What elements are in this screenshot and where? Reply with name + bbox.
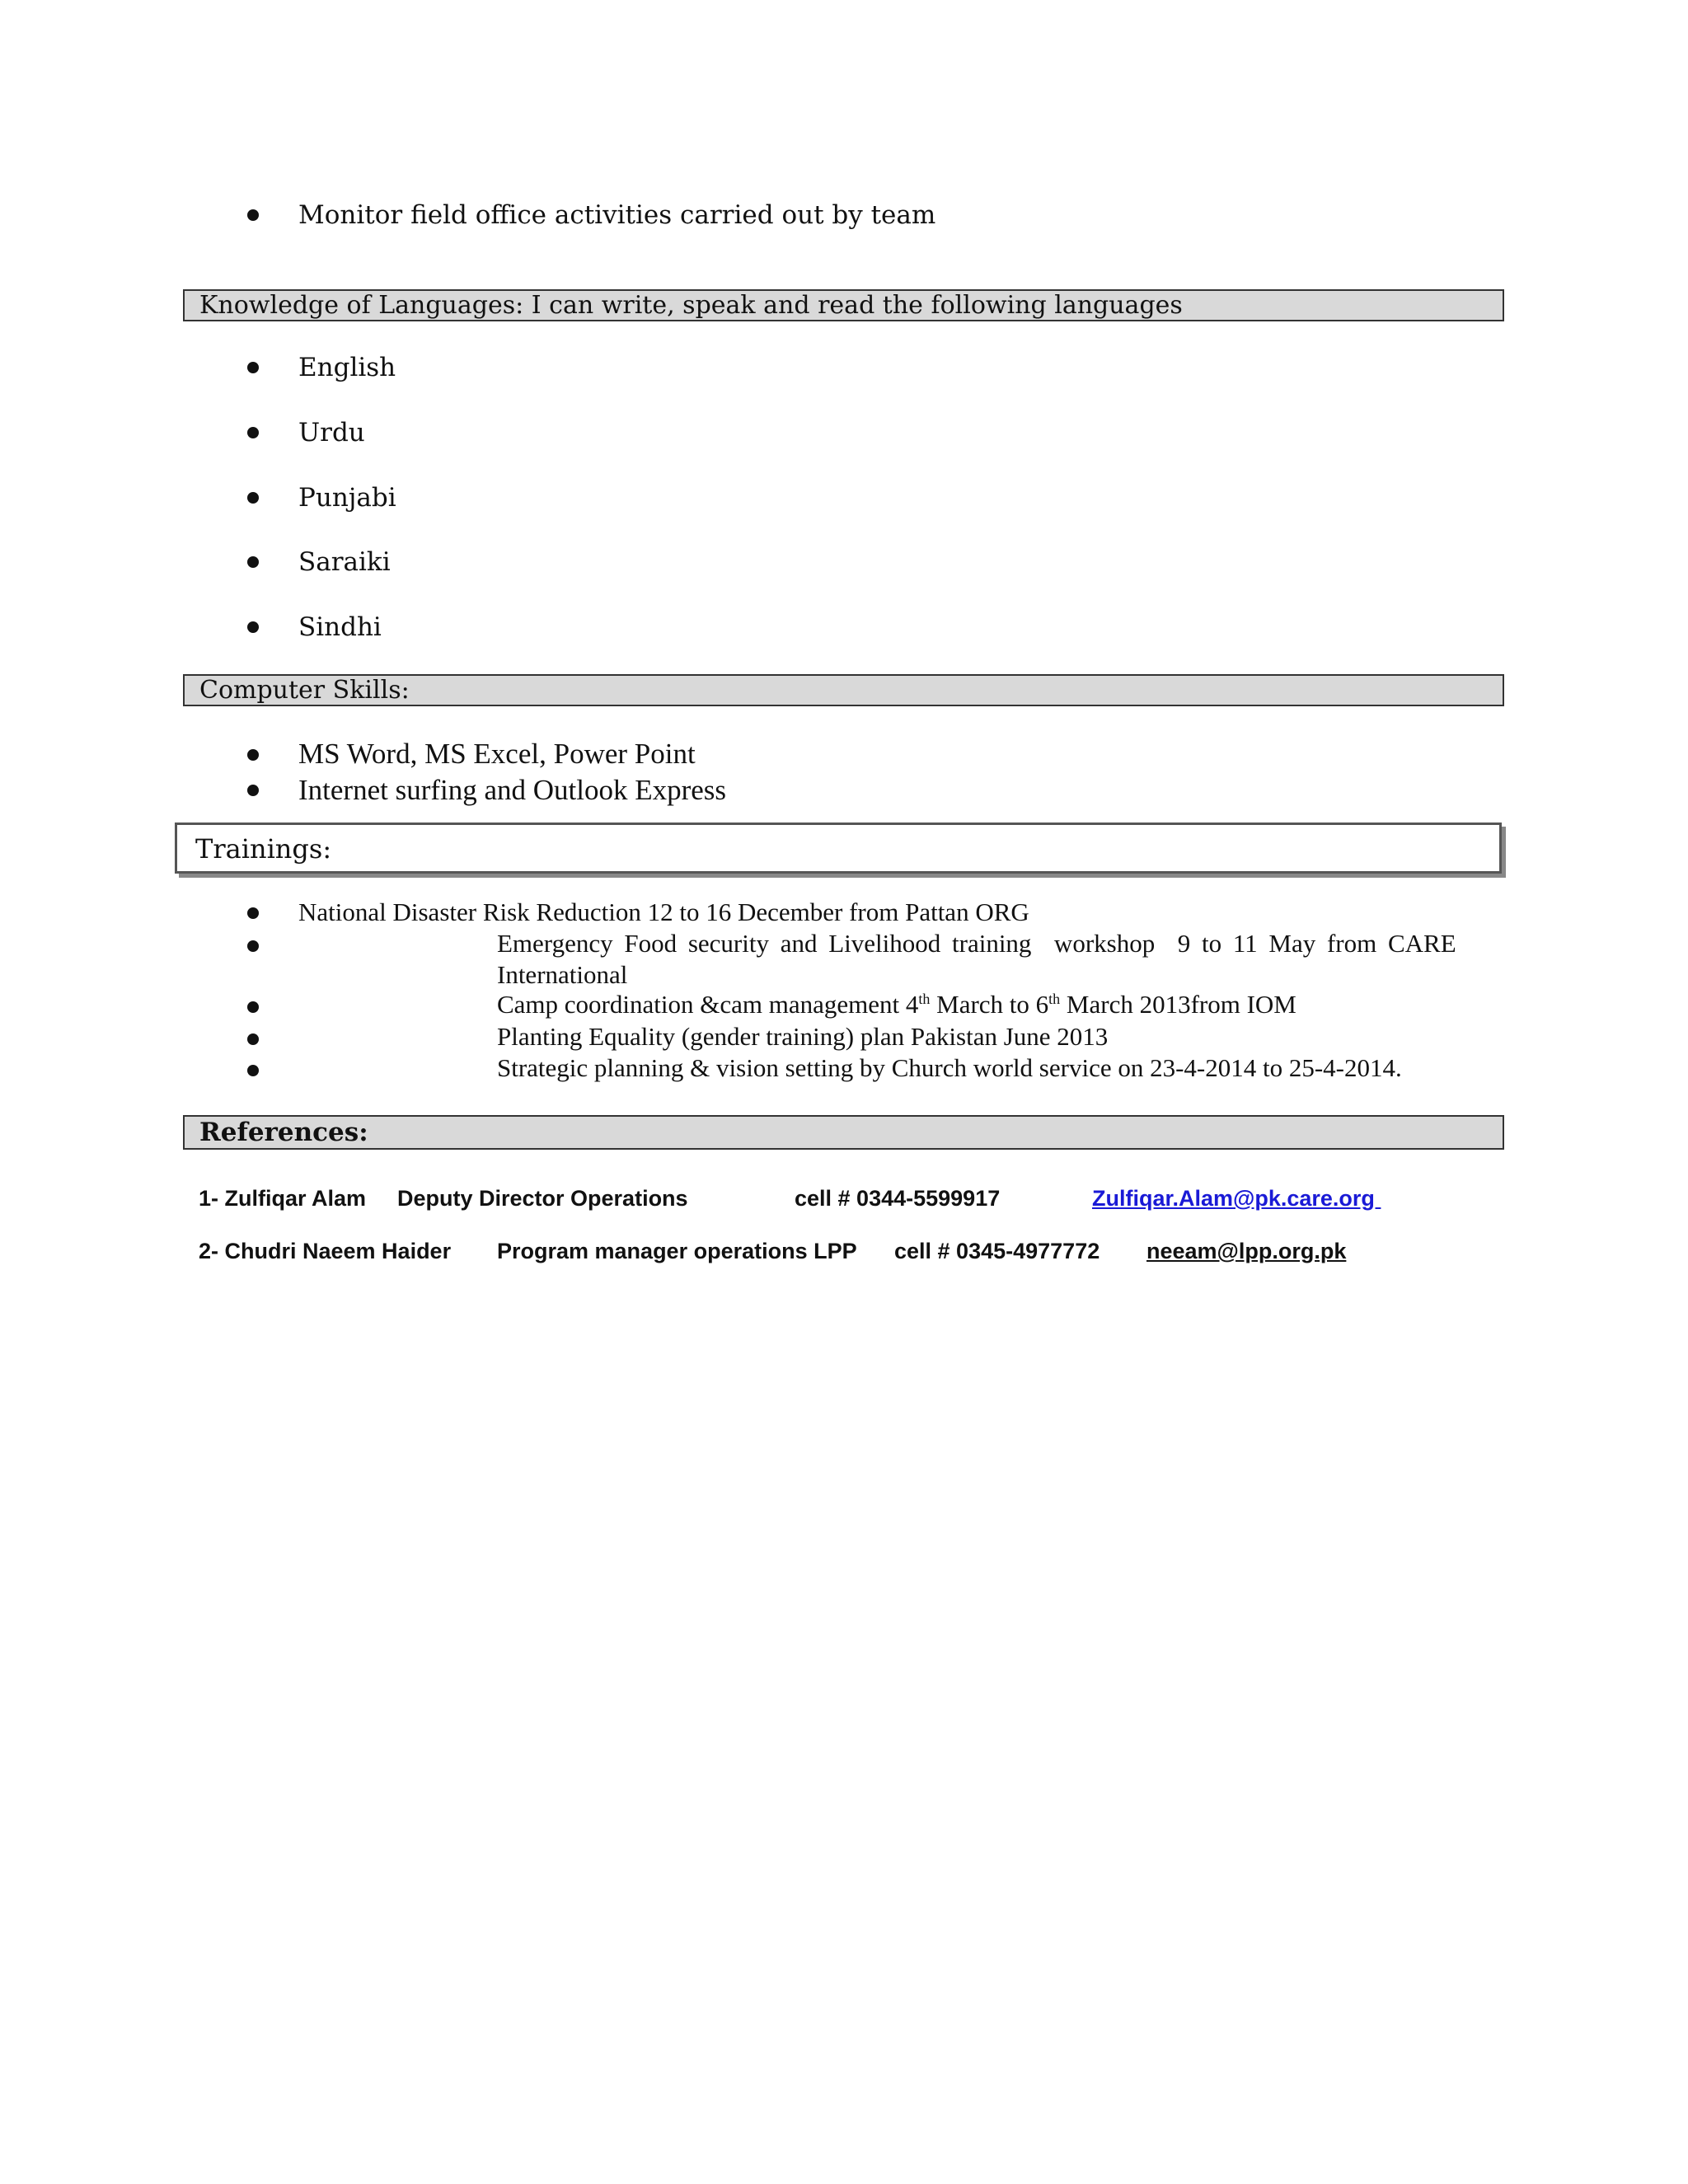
computer-skills-heading-bar (183, 674, 1504, 706)
training-item: National Disaster Risk Reduction 12 to 16 December from Pattan ORG (298, 898, 1029, 926)
languages-heading: Knowledge of Languages: I can write, speak and read the following languages (199, 291, 1183, 320)
superscript: th (1048, 991, 1061, 1007)
bullet-icon (247, 1033, 259, 1045)
bullet-icon (247, 749, 259, 761)
bullet-icon (247, 209, 259, 221)
reference-1-cell: cell # 0344-5599917 (795, 1186, 1001, 1211)
bullet-icon (247, 492, 259, 504)
bullet-icon (247, 785, 259, 796)
training-item: Strategic planning & vision setting by Church world service on 23-4-2014 to 25-4-2014. (497, 1053, 1402, 1082)
references-heading-bar (183, 1115, 1504, 1150)
reference-1-title: Deputy Director Operations (397, 1186, 688, 1211)
bullet-icon (247, 427, 259, 438)
trainings-heading-box (175, 823, 1502, 874)
trainings-heading: Trainings: (195, 833, 332, 865)
computer-skill-item: Internet surfing and Outlook Express (298, 774, 727, 806)
reference-2-email-link[interactable]: neeam@lpp.org.pk (1146, 1239, 1347, 1263)
training-text: March 2013from IOM (1060, 990, 1296, 1019)
computer-skill-item: MS Word, MS Excel, Power Point (298, 738, 696, 770)
language-item-english: English (298, 353, 396, 382)
language-item-urdu: Urdu (298, 418, 365, 448)
training-text: Camp coordination &cam management 4 (497, 990, 919, 1019)
language-item-saraiki: Saraiki (298, 547, 391, 577)
reference-2-name: 2- Chudri Naeem Haider (199, 1239, 452, 1263)
training-item: Planting Equality (gender training) plan Pakistan June 2013 (497, 1022, 1109, 1051)
languages-heading-bar (183, 289, 1504, 321)
bullet-icon (247, 362, 259, 373)
reference-2-title: Program manager operations LPP (497, 1239, 857, 1263)
training-item-continuation: International (497, 960, 628, 989)
bullet-icon (247, 907, 259, 919)
computer-skills-heading: Computer Skills: (199, 676, 410, 705)
language-item-sindhi: Sindhi (298, 612, 382, 642)
bullet-icon (247, 621, 259, 633)
duty-item: Monitor field office activities carried out by team (298, 200, 936, 230)
bullet-icon (247, 940, 259, 952)
bullet-icon (247, 1065, 259, 1076)
bullet-icon (247, 556, 259, 568)
language-item-punjabi: Punjabi (298, 483, 396, 513)
references-heading: References: (199, 1118, 368, 1147)
superscript: th (918, 991, 931, 1007)
reference-1-name: 1- Zulfiqar Alam (199, 1186, 367, 1211)
reference-2-cell: cell # 0345-4977772 (894, 1239, 1100, 1263)
bullet-icon (247, 1001, 259, 1013)
training-text: March to 6 (930, 990, 1049, 1019)
training-item (497, 989, 1296, 1020)
training-item: Emergency Food security and Livelihood training workshop 9 to 11 May from CARE (497, 929, 1456, 958)
reference-1-email-link[interactable]: Zulfiqar.Alam@pk.care.org (1092, 1186, 1381, 1211)
